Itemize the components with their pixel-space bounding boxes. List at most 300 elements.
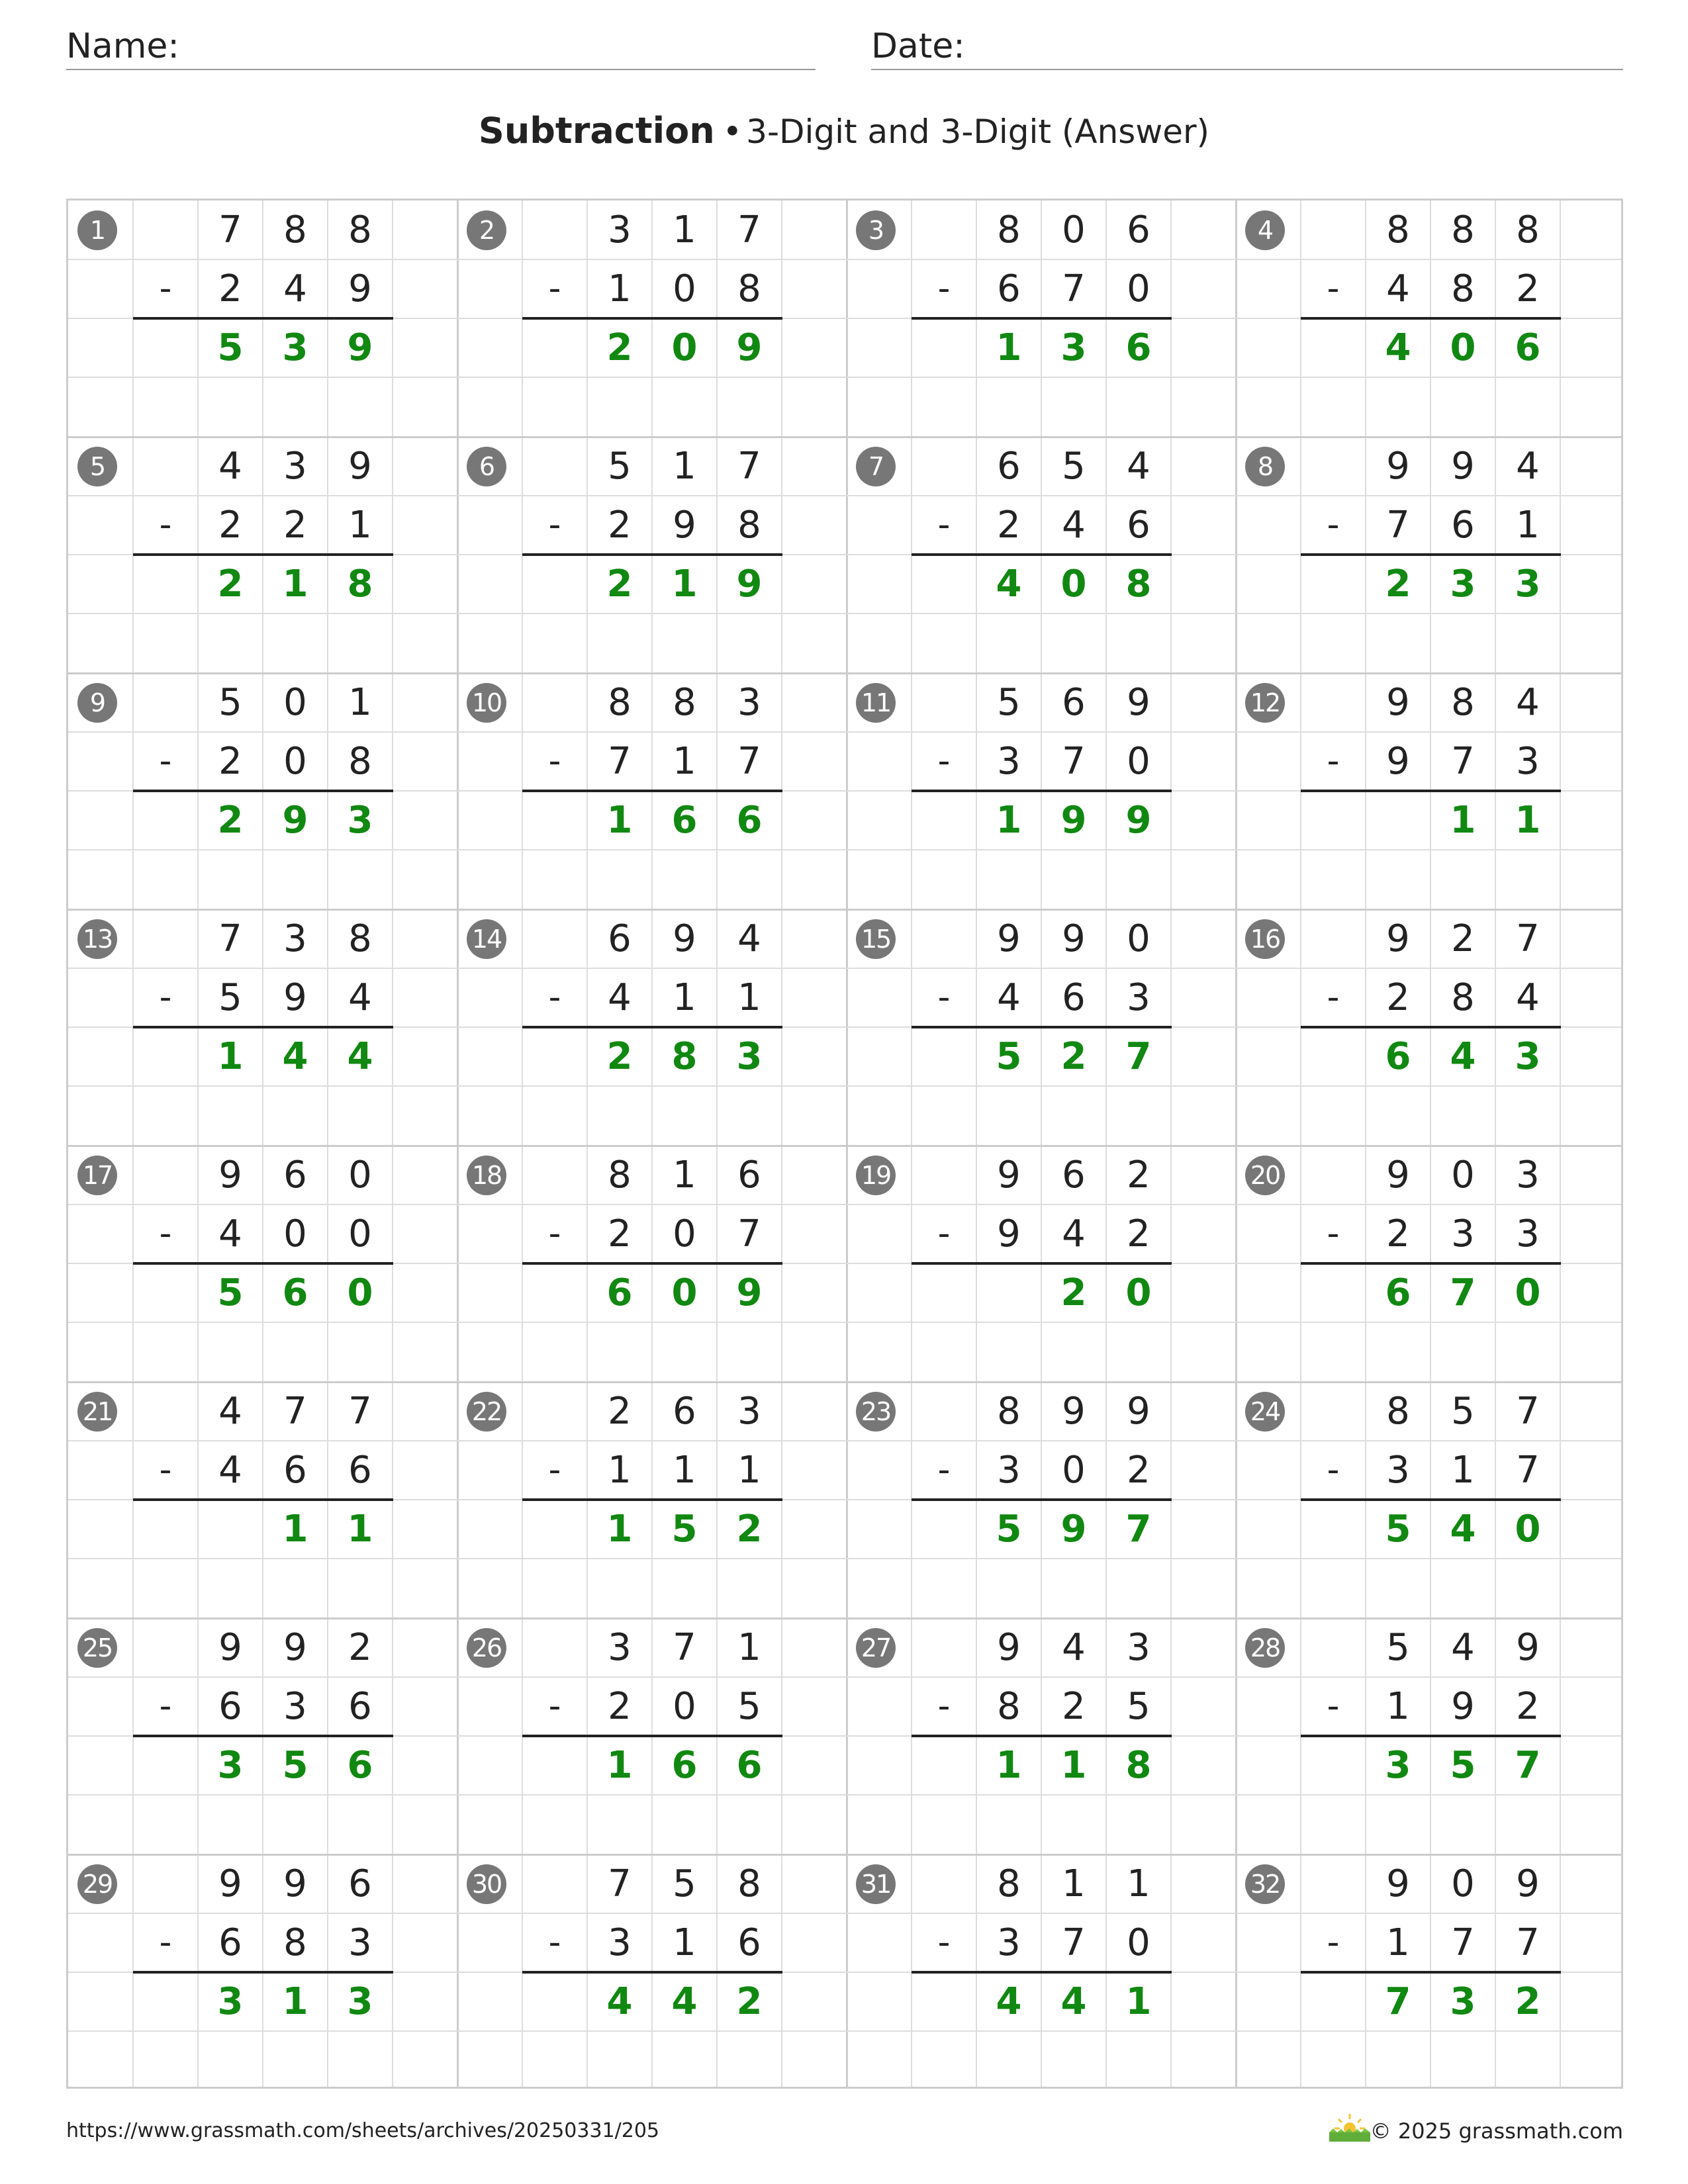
answer-digit[interactable]: 1 — [996, 1744, 1022, 1787]
answer-digit[interactable]: 6 — [736, 1744, 763, 1787]
minus-sign: - — [548, 978, 561, 1017]
subtrahend-digit: 8 — [348, 740, 372, 783]
minuend-digit: 1 — [737, 1626, 761, 1669]
minuend-digit: 4 — [737, 917, 761, 960]
answer-digit[interactable]: 0 — [1060, 563, 1087, 606]
date-label: Date: — [871, 26, 965, 66]
subtrahend-digit: 4 — [283, 267, 307, 310]
minuend-digit: 0 — [348, 1154, 372, 1197]
minus-sign: - — [548, 1214, 561, 1253]
answer-digit[interactable]: 0 — [671, 1271, 698, 1314]
minuend-digit: 9 — [1386, 1862, 1410, 1905]
answer-digit[interactable]: 4 — [671, 1980, 698, 2023]
subtrahend-digit: 3 — [997, 1921, 1021, 1964]
answer-digit[interactable]: 1 — [606, 1744, 633, 1787]
minuend-digit: 2 — [1451, 917, 1475, 960]
problem — [1236, 673, 1625, 909]
answer-digit[interactable]: 8 — [347, 563, 373, 606]
answer-digit[interactable] — [1366, 791, 1430, 850]
minuend-digit: 3 — [608, 208, 632, 251]
answer-digit[interactable]: 9 — [736, 563, 763, 606]
answer-digit[interactable]: 6 — [1125, 326, 1152, 369]
answer-digit[interactable]: 4 — [606, 1980, 633, 2023]
subtrahend-digit: 0 — [1062, 1449, 1086, 1492]
minuend-digit: 2 — [348, 1626, 372, 1669]
minus-sign: - — [937, 505, 951, 545]
problem — [847, 1854, 1236, 2091]
problem-number-badge: 3 — [856, 210, 896, 250]
answer-digit[interactable]: 2 — [606, 1035, 633, 1078]
name-field[interactable] — [66, 24, 816, 70]
minuend-digit: 6 — [1127, 208, 1150, 251]
answer-digit[interactable]: 0 — [1515, 1271, 1541, 1314]
answer-rule — [912, 1026, 1172, 1028]
answer-digit[interactable]: 5 — [996, 1035, 1022, 1078]
answer-rule — [1301, 790, 1561, 792]
minuend-digit: 8 — [283, 208, 307, 251]
answer-digit[interactable]: 5 — [1450, 1744, 1476, 1787]
answer-digit[interactable]: 1 — [606, 1508, 633, 1551]
answer-digit[interactable]: 5 — [1385, 1508, 1411, 1551]
minuend-digit: 7 — [737, 208, 761, 251]
problem-number-badge: 6 — [467, 447, 506, 486]
answer-digit[interactable] — [198, 1500, 263, 1559]
minuend-digit: 9 — [218, 1862, 242, 1905]
minus-sign: - — [1327, 1450, 1340, 1490]
subtrahend-digit: 7 — [1062, 267, 1086, 310]
minuend-digit: 8 — [997, 208, 1021, 251]
answer-digit[interactable]: 5 — [282, 1744, 308, 1787]
answer-digit[interactable]: 7 — [1515, 1744, 1541, 1787]
minuend-digit: 7 — [1516, 1390, 1540, 1433]
minuend-digit: 8 — [348, 208, 372, 251]
minuend-digit: 6 — [997, 445, 1021, 488]
minuend-digit: 1 — [1127, 1862, 1150, 1905]
minuend-digit: 0 — [1062, 208, 1086, 251]
problem-number-badge: 28 — [1245, 1628, 1285, 1668]
footer-url[interactable]: https://www.grassmath.com/sheets/archives/20250331/205 — [66, 2119, 660, 2142]
minuend-digit: 8 — [997, 1862, 1021, 1905]
answer-digit[interactable]: 3 — [1060, 326, 1087, 369]
subtrahend-digit: 2 — [608, 1212, 632, 1255]
subtrahend-digit: 9 — [283, 976, 307, 1019]
answer-digit[interactable]: 2 — [606, 563, 633, 606]
answer-rule — [912, 790, 1172, 792]
answer-rule — [522, 1262, 782, 1265]
answer-rule — [1301, 553, 1561, 556]
minus-sign: - — [159, 741, 172, 781]
subtrahend-digit: 4 — [1062, 504, 1086, 547]
subtrahend-digit: 6 — [1451, 504, 1475, 547]
problem-number-badge: 23 — [856, 1392, 896, 1432]
minuend-digit: 8 — [997, 1390, 1021, 1433]
answer-digit[interactable]: 2 — [736, 1508, 763, 1551]
answer-digit[interactable]: 6 — [347, 1744, 373, 1787]
subtrahend-digit: 9 — [348, 267, 372, 310]
minuend-digit: 6 — [673, 1390, 696, 1433]
subtrahend-digit: 1 — [737, 976, 761, 1019]
problem — [68, 201, 457, 437]
minuend-digit: 5 — [1062, 445, 1086, 488]
minuend-digit: 7 — [1516, 917, 1540, 960]
problem — [68, 909, 457, 1146]
answer-digit[interactable]: 3 — [1385, 1744, 1411, 1787]
minus-sign: - — [548, 1923, 561, 1962]
minuend-digit: 8 — [1386, 208, 1410, 251]
minuend-digit: 3 — [1127, 1626, 1150, 1669]
answer-digit[interactable]: 6 — [282, 1271, 308, 1314]
problem — [1236, 1618, 1625, 1854]
minuend-digit: 9 — [1127, 1390, 1150, 1433]
subtrahend-digit: 9 — [1386, 740, 1410, 783]
minuend-digit: 9 — [348, 445, 372, 488]
answer-digit[interactable]: 3 — [1515, 1035, 1541, 1078]
minuend-digit: 9 — [1062, 1390, 1086, 1433]
minuend-digit: 1 — [673, 445, 696, 488]
problem-number-badge: 10 — [467, 683, 506, 723]
answer-rule — [522, 1498, 782, 1501]
minuend-digit: 8 — [1386, 1390, 1410, 1433]
subtrahend-digit: 2 — [283, 504, 307, 547]
worksheet-title — [0, 105, 1688, 158]
answer-digit[interactable]: 4 — [347, 1035, 373, 1078]
answer-digit[interactable]: 2 — [217, 799, 244, 842]
problem-number-badge: 13 — [77, 919, 117, 959]
subtrahend-digit: 1 — [1386, 1921, 1410, 1964]
answer-digit[interactable]: 3 — [282, 326, 308, 369]
minuend-digit: 6 — [1062, 1154, 1086, 1197]
problem — [1236, 1146, 1625, 1382]
minus-sign: - — [159, 1923, 172, 1962]
answer-digit[interactable]: 7 — [1125, 1035, 1152, 1078]
minuend-digit: 1 — [348, 681, 372, 724]
minuend-digit: 8 — [608, 681, 632, 724]
answer-rule — [522, 1735, 782, 1737]
subtrahend-digit: 1 — [1386, 1685, 1410, 1728]
subtrahend-digit: 7 — [1451, 1921, 1475, 1964]
minuend-digit: 0 — [1451, 1154, 1475, 1197]
problem-number-badge: 9 — [77, 683, 117, 723]
subtrahend-digit: 7 — [1062, 1921, 1086, 1964]
problem-number-badge: 14 — [467, 919, 506, 959]
problem-number-badge: 17 — [77, 1156, 117, 1195]
answer-rule — [912, 1262, 1172, 1265]
problem — [847, 1382, 1236, 1618]
answer-digit[interactable]: 3 — [1450, 563, 1476, 606]
answer-digit[interactable]: 0 — [1515, 1508, 1541, 1551]
minuend-digit: 7 — [608, 1862, 632, 1905]
answer-digit[interactable]: 8 — [671, 1035, 698, 1078]
minuend-digit: 0 — [1451, 1862, 1475, 1905]
subtrahend-digit: 3 — [348, 1921, 372, 1964]
answer-digit[interactable]: 4 — [282, 1035, 308, 1078]
minuend-digit: 9 — [1127, 681, 1150, 724]
subtrahend-digit: 2 — [218, 267, 242, 310]
subtrahend-digit: 4 — [1516, 976, 1540, 1019]
answer-digit[interactable]: 0 — [1125, 1271, 1152, 1314]
minuend-digit: 7 — [218, 917, 242, 960]
problem — [1236, 201, 1625, 437]
answer-digit[interactable]: 1 — [1515, 799, 1541, 842]
minus-sign: - — [1327, 1686, 1340, 1726]
answer-digit[interactable]: 9 — [736, 1271, 763, 1314]
answer-rule — [522, 553, 782, 556]
footer-copyright: © 2025 grassmath.com — [1370, 2118, 1623, 2144]
minuend-digit: 7 — [283, 1390, 307, 1433]
answer-rule — [133, 1735, 393, 1737]
problem — [457, 437, 847, 673]
subtrahend-digit: 0 — [1127, 740, 1150, 783]
problem — [457, 1854, 847, 2091]
answer-digit[interactable]: 3 — [347, 799, 373, 842]
answer-rule — [133, 1971, 393, 1974]
minuend-digit: 4 — [1127, 445, 1150, 488]
problem-number-badge: 20 — [1245, 1156, 1285, 1195]
answer-digit[interactable]: 9 — [282, 799, 308, 842]
problem-number-badge: 18 — [467, 1156, 506, 1195]
answer-rule — [1301, 1498, 1561, 1501]
minuend-digit: 3 — [283, 917, 307, 960]
minus-sign: - — [159, 505, 172, 545]
answer-digit[interactable]: 2 — [1060, 1271, 1087, 1314]
minuend-digit: 8 — [348, 917, 372, 960]
subtrahend-digit: 5 — [218, 976, 242, 1019]
problem-number-badge: 31 — [856, 1864, 896, 1904]
minus-sign: - — [937, 1450, 951, 1490]
minus-sign: - — [159, 269, 172, 308]
subtrahend-digit: 0 — [1127, 267, 1150, 310]
problem-number-badge: 19 — [856, 1156, 896, 1195]
minus-sign: - — [937, 269, 951, 308]
answer-digit[interactable]: 6 — [736, 799, 763, 842]
subtrahend-digit: 1 — [673, 976, 696, 1019]
subtrahend-digit: 6 — [348, 1685, 372, 1728]
answer-digit[interactable]: 2 — [606, 326, 633, 369]
problem — [457, 201, 847, 437]
subtrahend-digit: 8 — [737, 504, 761, 547]
date-field[interactable] — [871, 24, 1623, 70]
subtrahend-digit: 2 — [997, 504, 1021, 547]
answer-rule — [133, 553, 393, 556]
problem-number-badge: 8 — [1245, 447, 1285, 486]
problem-number-badge: 24 — [1245, 1392, 1285, 1432]
subtrahend-digit: 1 — [608, 267, 632, 310]
subtrahend-digit: 6 — [283, 1449, 307, 1492]
answer-digit[interactable]: 6 — [606, 1271, 633, 1314]
answer-digit[interactable]: 3 — [217, 1744, 244, 1787]
answer-rule — [522, 317, 782, 320]
subtrahend-digit: 4 — [1386, 267, 1410, 310]
subtrahend-digit: 3 — [1127, 976, 1150, 1019]
answer-digit[interactable]: 4 — [1450, 1035, 1476, 1078]
title-main: Subtraction — [478, 110, 715, 152]
minuend-digit: 7 — [673, 1626, 696, 1669]
subtrahend-digit: 2 — [608, 1685, 632, 1728]
minus-sign: - — [937, 978, 951, 1017]
minuend-digit: 9 — [283, 1862, 307, 1905]
subtrahend-digit: 0 — [673, 267, 696, 310]
answer-digit[interactable]: 1 — [1450, 799, 1476, 842]
answer-digit[interactable]: 3 — [1515, 563, 1541, 606]
subtrahend-digit: 7 — [1386, 504, 1410, 547]
problem — [457, 673, 847, 909]
answer-rule — [133, 1498, 393, 1501]
answer-digit[interactable]: 2 — [1515, 1980, 1541, 2023]
answer-digit[interactable]: 1 — [282, 563, 308, 606]
answer-digit[interactable]: 4 — [1450, 1508, 1476, 1551]
answer-digit[interactable]: 9 — [1060, 1508, 1087, 1551]
subtrahend-digit: 7 — [737, 740, 761, 783]
subtrahend-digit: 6 — [997, 267, 1021, 310]
minuend-digit: 9 — [1386, 917, 1410, 960]
problem-number-badge: 25 — [77, 1628, 117, 1668]
answer-digit[interactable]: 1 — [606, 799, 633, 842]
answer-digit[interactable]: 1 — [996, 799, 1022, 842]
subtrahend-digit: 9 — [1451, 1685, 1475, 1728]
minus-sign: - — [159, 1214, 172, 1253]
problem-grid — [66, 199, 1623, 2089]
problem — [847, 909, 1236, 1146]
answer-digit[interactable]: 0 — [347, 1271, 373, 1314]
answer-digit[interactable]: 9 — [1060, 799, 1087, 842]
minus-sign: - — [159, 1450, 172, 1490]
answer-digit[interactable]: 3 — [1450, 1980, 1476, 2023]
subtrahend-digit: 2 — [1062, 1685, 1086, 1728]
minuend-digit: 8 — [1451, 681, 1475, 724]
subtrahend-digit: 1 — [673, 1921, 696, 1964]
answer-digit[interactable]: 6 — [671, 799, 698, 842]
minuend-digit: 5 — [218, 681, 242, 724]
subtrahend-digit: 4 — [218, 1212, 242, 1255]
minuend-digit: 6 — [737, 1154, 761, 1197]
answer-rule — [1301, 1026, 1561, 1028]
problem-number-badge: 32 — [1245, 1864, 1285, 1904]
answer-digit[interactable]: 5 — [996, 1508, 1022, 1551]
answer-digit[interactable]: 7 — [1385, 1980, 1411, 2023]
answer-digit[interactable]: 8 — [1125, 563, 1152, 606]
answer-digit[interactable]: 4 — [1385, 326, 1411, 369]
minuend-digit: 8 — [673, 681, 696, 724]
subtrahend-digit: 2 — [608, 504, 632, 547]
minuend-digit: 9 — [218, 1154, 242, 1197]
answer-digit[interactable]: 2 — [736, 1980, 763, 2023]
minuend-digit: 2 — [608, 1390, 632, 1433]
problem-number-badge: 27 — [856, 1628, 896, 1668]
answer-digit[interactable] — [976, 1263, 1041, 1322]
problem-number-badge: 22 — [467, 1392, 506, 1432]
answer-digit[interactable]: 3 — [736, 1035, 763, 1078]
subtrahend-digit: 6 — [218, 1685, 242, 1728]
answer-digit[interactable]: 2 — [1060, 1035, 1087, 1078]
subtrahend-digit: 0 — [283, 740, 307, 783]
subtrahend-digit: 6 — [1127, 504, 1150, 547]
subtrahend-digit: 8 — [1451, 976, 1475, 1019]
answer-digit[interactable]: 9 — [736, 326, 763, 369]
subtrahend-digit: 7 — [1516, 1449, 1540, 1492]
answer-digit[interactable]: 1 — [347, 1508, 373, 1551]
minus-sign: - — [159, 978, 172, 1017]
minuend-digit: 2 — [1127, 1154, 1150, 1197]
subtrahend-digit: 6 — [1062, 976, 1086, 1019]
answer-digit[interactable]: 9 — [347, 326, 373, 369]
minuend-digit: 6 — [1062, 681, 1086, 724]
answer-digit[interactable]: 1 — [282, 1980, 308, 2023]
subtrahend-digit: 2 — [1386, 1212, 1410, 1255]
problem — [68, 673, 457, 909]
answer-digit[interactable]: 6 — [671, 1744, 698, 1787]
answer-digit[interactable]: 4 — [1060, 1980, 1087, 2023]
answer-digit[interactable]: 9 — [1125, 799, 1152, 842]
problem-number-badge: 21 — [77, 1392, 117, 1432]
answer-digit[interactable]: 6 — [1385, 1035, 1411, 1078]
subtrahend-digit: 4 — [608, 976, 632, 1019]
subtrahend-digit: 1 — [1516, 504, 1540, 547]
problem — [457, 1382, 847, 1618]
answer-digit[interactable]: 5 — [671, 1508, 698, 1551]
answer-digit[interactable]: 6 — [1385, 1271, 1411, 1314]
minuend-digit: 9 — [673, 917, 696, 960]
subtrahend-digit: 0 — [673, 1685, 696, 1728]
answer-digit[interactable]: 2 — [217, 563, 244, 606]
minuend-digit: 3 — [737, 681, 761, 724]
answer-digit[interactable]: 8 — [1125, 1744, 1152, 1787]
answer-digit[interactable]: 4 — [996, 1980, 1022, 2023]
answer-digit[interactable]: 0 — [671, 326, 698, 369]
answer-digit[interactable]: 5 — [217, 1271, 244, 1314]
minuend-digit: 9 — [1062, 917, 1086, 960]
minuend-digit: 8 — [737, 1862, 761, 1905]
subtrahend-digit: 7 — [608, 740, 632, 783]
minuend-digit: 9 — [1516, 1862, 1540, 1905]
minuend-digit: 7 — [348, 1390, 372, 1433]
subtrahend-digit: 2 — [1516, 1685, 1540, 1728]
problem — [68, 1854, 457, 2091]
answer-digit[interactable]: 1 — [1060, 1744, 1087, 1787]
answer-digit[interactable]: 3 — [347, 1980, 373, 2023]
minuend-digit: 4 — [218, 445, 242, 488]
answer-digit[interactable]: 4 — [996, 563, 1022, 606]
answer-digit[interactable]: 2 — [1385, 563, 1411, 606]
minus-sign: - — [937, 741, 951, 781]
subtrahend-digit: 1 — [737, 1449, 761, 1492]
answer-digit[interactable]: 1 — [671, 563, 698, 606]
problem — [847, 673, 1236, 909]
answer-rule — [1301, 1735, 1561, 1737]
answer-digit[interactable]: 1 — [217, 1035, 244, 1078]
problem-number-badge: 16 — [1245, 919, 1285, 959]
problem-number-badge: 12 — [1245, 683, 1285, 723]
minuend-digit: 8 — [1516, 208, 1540, 251]
minuend-digit: 4 — [1062, 1626, 1086, 1669]
answer-digit[interactable]: 5 — [217, 326, 244, 369]
answer-digit[interactable]: 1 — [282, 1508, 308, 1551]
answer-digit[interactable]: 1 — [1125, 1980, 1152, 2023]
answer-digit[interactable]: 7 — [1125, 1508, 1152, 1551]
answer-digit[interactable]: 0 — [1450, 326, 1476, 369]
minus-sign: - — [548, 741, 561, 781]
answer-digit[interactable]: 7 — [1450, 1271, 1476, 1314]
subtrahend-digit: 7 — [737, 1212, 761, 1255]
minus-sign: - — [937, 1923, 951, 1962]
answer-digit[interactable]: 1 — [996, 326, 1022, 369]
answer-rule — [1301, 317, 1561, 320]
minus-sign: - — [937, 1214, 951, 1253]
problem-number-badge: 26 — [467, 1628, 506, 1668]
minuend-digit: 1 — [1062, 1862, 1086, 1905]
minuend-digit: 5 — [1451, 1390, 1475, 1433]
answer-digit[interactable]: 3 — [217, 1980, 244, 2023]
answer-digit[interactable]: 6 — [1515, 326, 1541, 369]
